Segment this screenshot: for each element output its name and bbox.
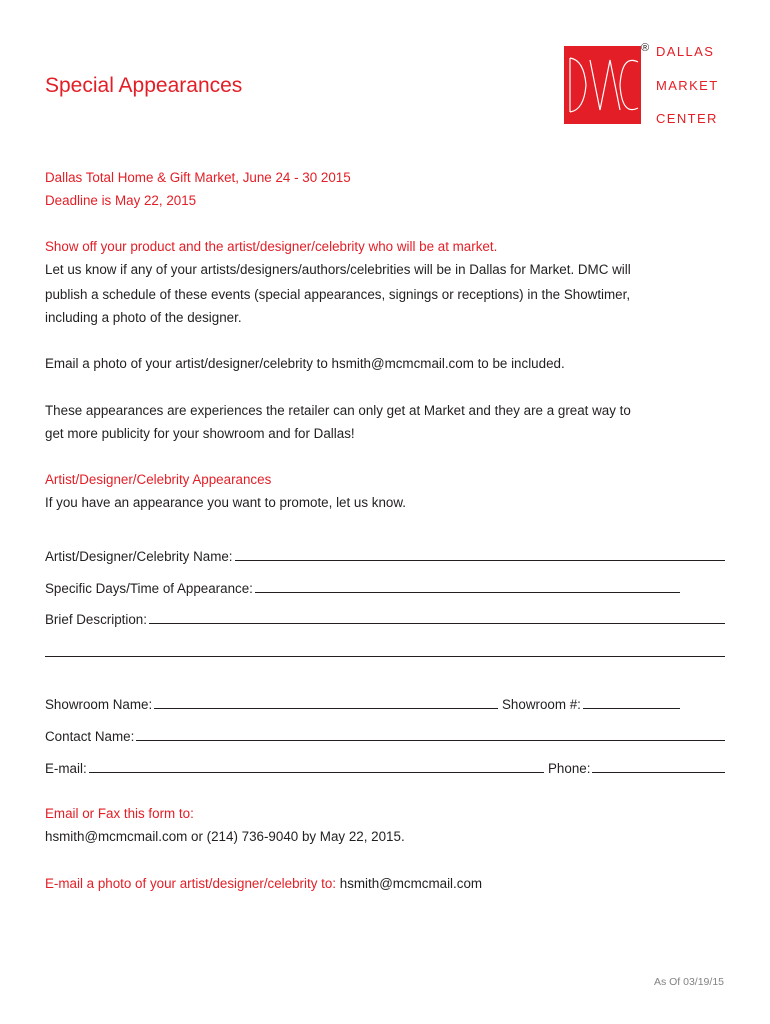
intro-paragraph-line: publish a schedule of these events (special appearances, signings or receptions) in the Showtimer,: [45, 287, 631, 302]
phone-row: [548, 758, 725, 776]
description-label: Brief Description:: [45, 612, 147, 627]
intro-heading: Show off your product and the artist/designer/celebrity who will be at market.: [45, 239, 498, 254]
description-row: [45, 609, 725, 627]
market-dates: Dallas Total Home & Gift Market, June 24 - 30 2015: [45, 170, 351, 185]
logo-word-center: CENTER: [656, 111, 718, 126]
email-label: E-mail:: [45, 761, 87, 776]
experience-paragraph-line: These appearances are experiences the retailer can only get at Market and they are a great way to: [45, 403, 631, 418]
showroom-name-field[interactable]: [154, 694, 498, 709]
as-of-date: As Of 03/19/15: [653, 976, 724, 988]
dmc-logo: [564, 46, 641, 124]
email-photo-instruction: Email a photo of your artist/designer/celebrity to hsmith@mcmcmail.com to be included.: [45, 356, 565, 371]
submit-contact-text: hsmith@mcmcmail.com or (214) 736-9040 by May 22, 2015.: [45, 829, 405, 844]
dmc-monogram-icon: [564, 46, 641, 124]
phone-label: Phone:: [548, 761, 591, 776]
description-field[interactable]: [149, 609, 725, 624]
intro-paragraph-line: Let us know if any of your artists/designers/authors/celebrities will be in Dallas for Market. DMC will: [45, 262, 631, 277]
email-field[interactable]: [89, 758, 544, 773]
showroom-number-field[interactable]: [583, 694, 680, 709]
contact-name-row: [45, 726, 725, 744]
experience-paragraph-line: get more publicity for your showroom and for Dallas!: [45, 426, 355, 441]
appearance-days-row: [45, 578, 680, 596]
contact-name-label: Contact Name:: [45, 729, 135, 744]
appearance-days-label: Specific Days/Time of Appearance:: [45, 581, 253, 596]
logo-word-market: MARKET: [656, 78, 719, 93]
email-row: [45, 758, 544, 776]
appearances-subtext: If you have an appearance you want to promote, let us know.: [45, 495, 407, 510]
photo-submit-label: E-mail a photo of your artist/designer/celebrity to:: [45, 876, 337, 891]
photo-submit-email: hsmith@mcmcmail.com: [339, 876, 483, 891]
submit-heading: Email or Fax this form to:: [45, 806, 194, 821]
page-title: Special Appearances: [45, 74, 243, 97]
celebrity-name-row: [45, 546, 725, 564]
showroom-number-label: Showroom #:: [502, 697, 581, 712]
appearance-days-field[interactable]: [255, 578, 680, 593]
contact-name-field[interactable]: [136, 726, 725, 741]
celebrity-name-label: Artist/Designer/Celebrity Name:: [45, 549, 233, 564]
description-field-line-2[interactable]: [45, 656, 725, 657]
phone-field[interactable]: [592, 758, 725, 773]
celebrity-name-field[interactable]: [235, 546, 725, 561]
showroom-number-row: [502, 694, 680, 712]
registered-mark: ®: [641, 42, 650, 54]
showroom-name-row: [45, 694, 498, 712]
photo-submit-line: [45, 872, 482, 895]
deadline-text: Deadline is May 22, 2015: [45, 193, 197, 208]
appearances-heading: Artist/Designer/Celebrity Appearances: [45, 472, 272, 487]
intro-paragraph-line: including a photo of the designer.: [45, 310, 242, 325]
showroom-name-label: Showroom Name:: [45, 697, 153, 712]
logo-word-dallas: DALLAS: [656, 44, 715, 59]
